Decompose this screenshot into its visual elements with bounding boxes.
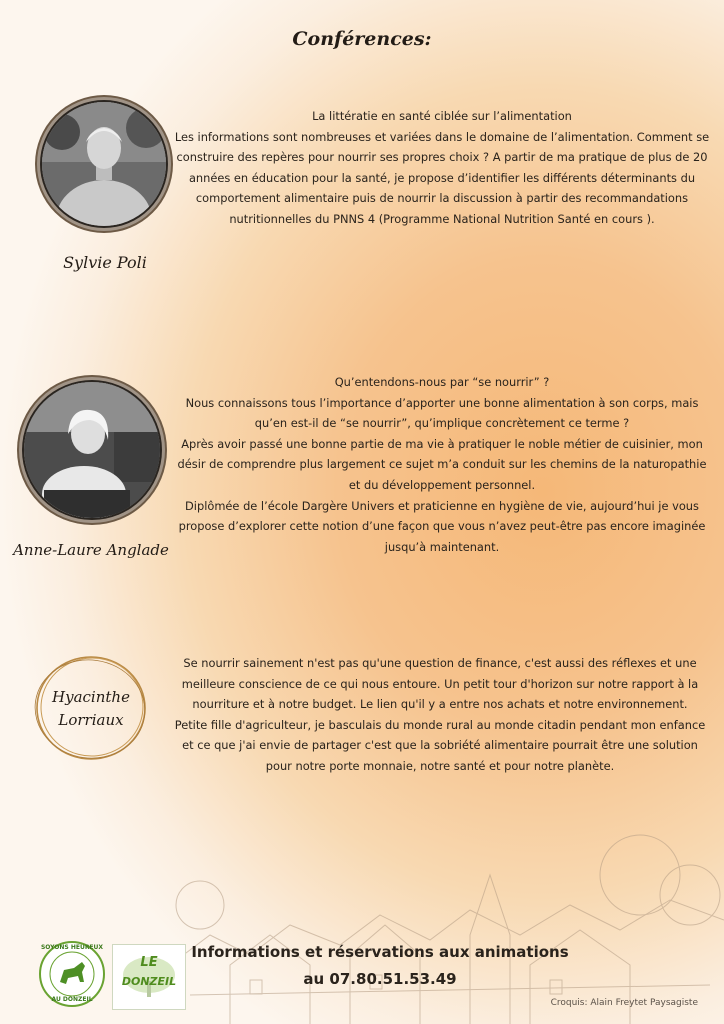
sylvie-poli-name: Sylvie Poli	[63, 253, 147, 272]
talk-hyacinthe-lorriaux	[168, 653, 712, 777]
talk-paragraph: Diplômée de l’école Dargère Univers et praticienne en hygiène de vie, aujourd’hui je vous propose d’explorer cette notion d’une façon que vous n’avez peut-être pas encore imaginée jusqu’à maintenant.	[178, 498, 706, 554]
logo-top-text: SOYONS HEUREUX	[40, 944, 104, 951]
village-sketch-illustration	[170, 815, 724, 1024]
sketch-credit: Croquis: Alain Freytet Paysagiste	[550, 998, 698, 1008]
soyons-heureux-logo	[38, 940, 106, 1008]
logo-le-text: LE	[140, 955, 158, 970]
person-photo-icon	[24, 382, 160, 518]
talk-paragraph: Petite fille d'agriculteur, je basculais du monde rural au monde citadin pendant mon enfance et ce que j'ai envie de partager c'est que la sobriété alimentaire pourrait être une solution pour notre porte monnaie, notre santé et pour notre planète.	[174, 717, 706, 773]
hyacinthe-lorriaux-name-first: Hyacinthe	[52, 688, 130, 706]
le-donzeil-logo	[112, 944, 186, 1010]
anne-laure-anglade-photo	[24, 382, 160, 518]
sylvie-poli-photo	[42, 102, 166, 226]
talk-paragraph: Nous connaissons tous l’importance d’apporter une bonne alimentation à son corps, mais qu’en est-il de “se nourrir”, qu’implique concrètement ce terme ?	[185, 395, 699, 431]
talk-paragraph: Les informations sont nombreuses et variées dans le domaine de l’alimentation. Comment se construire des repères pour nourrir ses propres choix ? A partir de ma pratique de plus de 20 années en éducation pour la santé, je propose d’identifier les différents déterminants du comportement alimentaire puis de nourrir la discussion à partir des recommandations nutritionnelles du PNNS 4 (Programme National Nutrition Santé en cours ).	[174, 129, 710, 226]
talk-paragraph: Se nourrir sainement n'est pas qu'une question de finance, c'est aussi des réflexes et une meilleure conscience de ce qui nous entoure. Un petit tour d'horizon sur notre rapport à la nourriture et à notre budget. Le lien qu'il y a entre nos achats et notre environnement.	[181, 656, 699, 712]
hyacinthe-lorriaux-name-last: Lorriaux	[58, 711, 124, 729]
hyacinthe-lorriaux-badge	[32, 652, 150, 764]
page-title: Conférences:	[292, 28, 432, 50]
logo-bottom-text: AU DONZEIL	[51, 996, 93, 1003]
talk-sylvie-poli	[172, 106, 712, 230]
talk-anne-laure-anglade	[172, 372, 712, 557]
anne-laure-anglade-name: Anne-Laure Anglade	[13, 541, 169, 559]
reservation-info: Informations et réservations aux animations	[191, 943, 569, 961]
talk-paragraph: Après avoir passé une bonne partie de ma vie à pratiquer le noble métier de cuisinier, mon désir de comprendre plus largement ce sujet m’a conduit sur les chemins de la naturopathie et du développement personnel.	[177, 436, 707, 492]
talk-title: Qu’entendons-nous par “se nourrir” ?	[334, 375, 550, 389]
person-photo-icon	[42, 102, 166, 226]
gold-ring-icon	[32, 652, 150, 764]
talk-title: La littératie en santé ciblée sur l’alimentation	[312, 109, 572, 123]
logo-donzeil-text: DONZEIL	[121, 975, 177, 988]
reservation-phone: au 07.80.51.53.49	[303, 970, 457, 988]
